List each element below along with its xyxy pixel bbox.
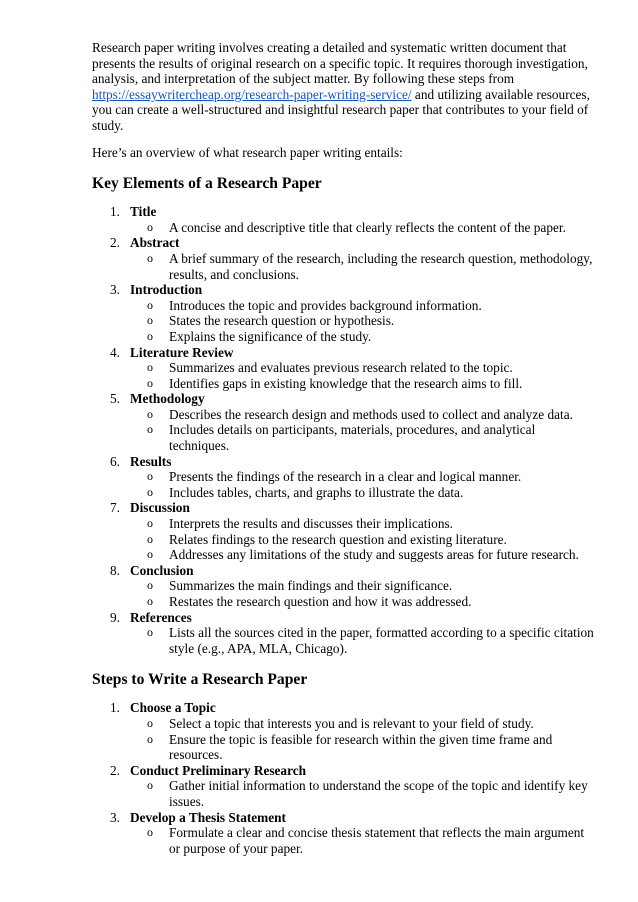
sub-list-item — [130, 825, 596, 856]
circle-bullet-icon: o — [147, 406, 153, 421]
sub-bullet-list — [130, 298, 596, 345]
sub-list-item — [130, 732, 596, 763]
list-number: 8. — [110, 562, 120, 578]
intro-text-after-link: and utilizing available resources, you can create a well-structured and insightful research paper that contributes to your field of study. — [92, 86, 590, 133]
sub-list-text: Lists all the sources cited in the paper, formatted according to a specific citation style (e.g., APA, MLA, Chicago). — [169, 625, 594, 656]
sub-list-text: Formulate a clear and concise thesis statement that reflects the main argument or purpose of your paper. — [169, 825, 585, 856]
list-item-title: Abstract — [130, 235, 180, 251]
sub-list-item — [130, 251, 596, 282]
sub-list-text: Describes the research design and methods used to collect and analyze data. — [169, 406, 573, 422]
sub-list-item — [130, 594, 596, 610]
circle-bullet-icon: o — [147, 313, 153, 328]
sub-list-item — [130, 469, 596, 485]
list-item — [92, 454, 596, 501]
service-link[interactable]: https://essaywritercheap.org/research-paper-writing-service/ — [92, 86, 412, 102]
sub-list-item — [130, 547, 596, 563]
circle-bullet-icon: o — [147, 547, 153, 562]
document-sections — [92, 174, 596, 856]
sub-list-text: A brief summary of the research, including the research question, methodology, results, and conclusions. — [169, 250, 593, 282]
sub-list-text: Interprets the results and discusses their implications. — [169, 516, 453, 532]
list-item — [92, 810, 596, 857]
sub-list-text: Summarizes the main findings and their significance. — [169, 578, 453, 594]
sub-list-item — [130, 716, 596, 732]
list-item-title: Develop a Thesis Statement — [130, 809, 286, 825]
numbered-list — [92, 204, 596, 656]
sub-list-item — [130, 298, 596, 314]
list-item — [92, 282, 596, 344]
sub-list-text: A concise and descriptive title that clearly reflects the content of the paper. — [169, 219, 566, 235]
list-item — [92, 391, 596, 453]
circle-bullet-icon: o — [147, 578, 153, 593]
sub-list-text: States the research question or hypothesis. — [169, 313, 395, 329]
sub-list-item — [130, 422, 596, 453]
list-number: 1. — [110, 204, 120, 220]
sub-list-text: Includes tables, charts, and graphs to illustrate the data. — [169, 484, 464, 500]
intro-paragraph — [92, 40, 596, 134]
list-item — [92, 204, 596, 235]
circle-bullet-icon: o — [147, 531, 153, 546]
sub-list-text: Restates the research question and how it was addressed. — [169, 594, 472, 609]
list-item-title: Conclusion — [130, 562, 194, 578]
list-number: 7. — [110, 500, 120, 516]
circle-bullet-icon: o — [147, 422, 153, 437]
circle-bullet-icon: o — [147, 375, 153, 390]
list-number: 2. — [110, 762, 120, 778]
sub-list-text: Ensure the topic is feasible for research within the given time frame and resources. — [169, 731, 553, 763]
sub-list-item — [130, 485, 596, 501]
overview-paragraph: Here’s an overview of what research paper writing entails: — [92, 144, 403, 160]
sub-bullet-list — [130, 407, 596, 454]
list-item-title: Choose a Topic — [130, 700, 216, 716]
sub-list-text: Gather initial information to understand the scope of the topic and identify key issues. — [169, 778, 588, 809]
circle-bullet-icon: o — [147, 778, 153, 793]
sub-list-item — [130, 329, 596, 345]
sub-list-item — [130, 360, 596, 376]
list-item-title: References — [130, 609, 192, 625]
list-item — [92, 700, 596, 762]
sub-bullet-list — [130, 251, 596, 282]
circle-bullet-icon: o — [147, 594, 153, 608]
list-number: 3. — [110, 282, 120, 298]
list-item — [92, 610, 596, 657]
list-number: 5. — [110, 391, 120, 407]
circle-bullet-icon: o — [147, 297, 153, 312]
circle-bullet-icon: o — [147, 328, 153, 343]
list-item-title: Introduction — [130, 282, 203, 298]
sub-list-text: Identifies gaps in existing knowledge that the research aims to fill. — [169, 375, 523, 391]
list-item-title: Conduct Preliminary Research — [130, 762, 307, 778]
list-item — [92, 345, 596, 392]
list-item-title: Discussion — [130, 500, 190, 516]
sub-list-text: Select a topic that interests you and is relevant to your field of study. — [169, 715, 534, 731]
list-item — [92, 763, 596, 810]
numbered-list — [92, 700, 596, 856]
sub-list-item — [130, 313, 596, 329]
sub-list-item — [130, 516, 596, 532]
list-number: 3. — [110, 809, 120, 825]
list-number: 9. — [110, 609, 120, 625]
sub-bullet-list — [130, 716, 596, 763]
sub-bullet-list — [130, 625, 596, 656]
sub-list-item — [130, 220, 596, 236]
sub-list-item — [130, 778, 596, 809]
sub-list-text: Presents the findings of the research in a clear and logical manner. — [169, 469, 522, 485]
sub-bullet-list — [130, 516, 596, 563]
sub-list-text: Addresses any limitations of the study and suggests areas for future research. — [169, 547, 579, 563]
list-number: 1. — [110, 700, 120, 716]
list-item-title: Results — [130, 453, 172, 469]
circle-bullet-icon: o — [147, 469, 153, 484]
circle-bullet-icon: o — [147, 825, 153, 840]
circle-bullet-icon: o — [147, 360, 153, 375]
circle-bullet-icon: o — [147, 516, 153, 531]
list-item-title: Title — [130, 204, 157, 220]
intro-text-before-link: Research paper writing involves creating a detailed and systematic written document that presents the results of original research on a specific topic. It requires thorough investigation, analysis, and interpretation of the subject matter. By following these steps from — [92, 40, 588, 87]
circle-bullet-icon: o — [147, 625, 153, 640]
circle-bullet-icon: o — [147, 219, 153, 234]
list-item-title: Methodology — [130, 391, 205, 407]
sub-list-text: Introduces the topic and provides background information. — [169, 297, 482, 313]
sub-list-text: Explains the significance of the study. — [169, 328, 372, 344]
sub-list-item — [130, 407, 596, 423]
sub-bullet-list — [130, 778, 596, 809]
circle-bullet-icon: o — [147, 715, 153, 730]
list-number: 6. — [110, 453, 120, 469]
list-number: 4. — [110, 344, 120, 360]
list-item — [92, 563, 596, 610]
circle-bullet-icon: o — [147, 250, 153, 265]
section-heading: Steps to Write a Research Paper — [92, 671, 308, 689]
sub-list-text: Relates findings to the research question and existing literature. — [169, 531, 507, 547]
sub-bullet-list — [130, 578, 596, 609]
sub-list-item — [130, 578, 596, 594]
sub-bullet-list — [130, 469, 596, 500]
sub-list-text: Summarizes and evaluates previous research related to the topic. — [169, 360, 513, 376]
sub-list-text: Includes details on participants, materials, procedures, and analytical techniques. — [169, 422, 536, 454]
list-number: 2. — [110, 235, 120, 251]
section-heading: Key Elements of a Research Paper — [92, 175, 322, 193]
sub-list-item — [130, 532, 596, 548]
list-item-title: Literature Review — [130, 344, 234, 360]
list-item — [92, 235, 596, 282]
circle-bullet-icon: o — [147, 484, 153, 499]
sub-list-item — [130, 376, 596, 392]
circle-bullet-icon: o — [147, 731, 153, 746]
list-item — [92, 500, 596, 562]
sub-bullet-list — [130, 825, 596, 856]
sub-bullet-list — [130, 360, 596, 391]
sub-list-item — [130, 625, 596, 656]
sub-bullet-list — [130, 220, 596, 236]
